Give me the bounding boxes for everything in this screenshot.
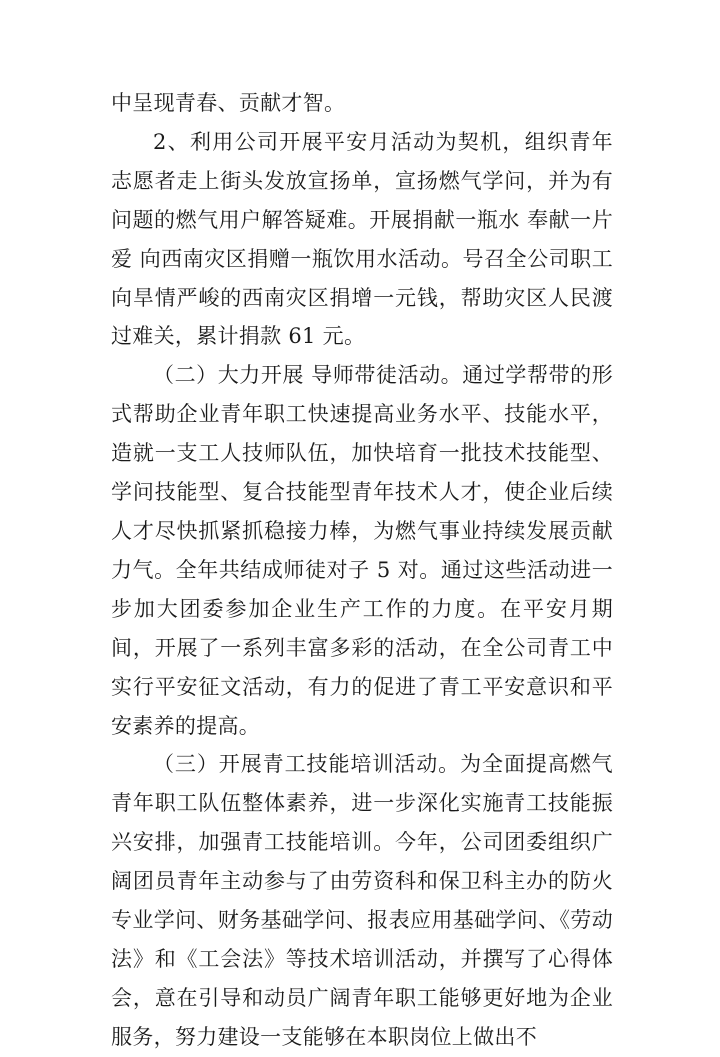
paragraph-item-2: 2、利用公司开展平安月活动为契机，组织青年志愿者走上街头发放宣扬单，宣扬燃气学问，并为有问题的燃气用户解答疑难。开展捐献一瓶水 奉献一片爱 向西南灾区捐赠一瓶饮用水活动。号召全公司职工向旱情严峻的西南灾区捐增一元钱，帮助灾区人民渡过难关，累计捐款 61 元。 bbox=[111, 129, 613, 349]
paragraph-continuation: 中呈现青春、贡献才智。 bbox=[111, 91, 346, 115]
paragraph-section-2: （二）大力开展 导师带徒活动。通过学帮带的形式帮助企业青年职工快速提高业务水平、技能水平，造就一支工人技师队伍，加快培育一批技术技能型、学问技能型、复合技能型青年技术人才，使企业后续人才尽快抓紧抓稳接力棒，为燃气事业持续发展贡献力气。全年共结成师徒对子 5 对。通过这些活动进一步加大团委参加企业生产工作的力度。在平安月期间，开展了一系列丰富多彩的活动，在全公司青工中实行平安征文活动，有力的促进了青工平安意识和平安素养的提高。 bbox=[111, 363, 613, 738]
paragraph-section-3: （三）开展青工技能培训活动。为全面提高燃气青年职工队伍整体素养，进一步深化实施青工技能振兴安排，加强青工技能培训。今年，公司团委组织广阔团员青年主动参与了由劳资科和保卫科主办的防火专业学问、财务基础学问、报表应用基础学问、《劳动法》和《工会法》等技术培训活动，并撰写了心得体会，意在引导和动员广阔青年职工能够更好地为企业服务，努力建设一支能够在本职岗位上做出不 bbox=[111, 752, 613, 1049]
document-body bbox=[111, 84, 613, 1057]
